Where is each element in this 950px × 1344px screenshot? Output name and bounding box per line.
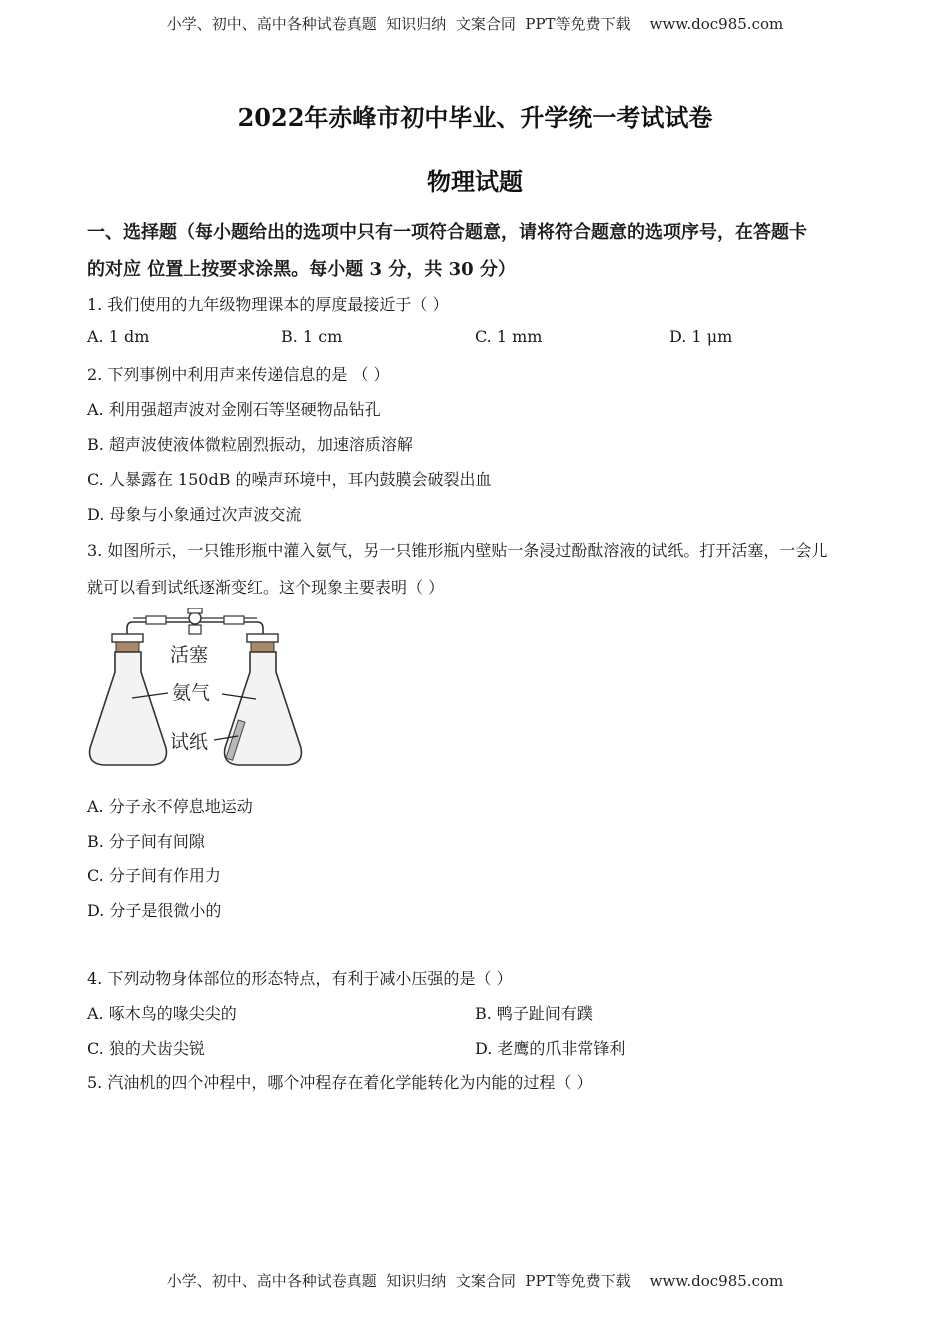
section-heading-line2: 的对应 位置上按要求涂黑。每小题 3 分，共 30 分） [87, 259, 516, 280]
page-header: 小学、初中、高中各种试卷真题 知识归纳 文案合同 PPT等免费下载 www.doc985.com [166, 15, 784, 33]
question-4-option-b: B. 鸭子趾间有蹼 [475, 1004, 593, 1023]
question-3-option-d: D. 分子是很微小的 [87, 901, 222, 920]
question-2-option-d: D. 母象与小象通过次声波交流 [87, 505, 302, 524]
question-4-stem: 4. 下列动物身体部位的形态特点，有利于减小压强的是（ ） [87, 969, 513, 988]
exam-subtitle: 物理试题 [427, 167, 523, 196]
question-2-option-c: C. 人暴露在 150dB 的噪声环境中，耳内鼓膜会破裂出血 [87, 470, 492, 489]
question-4-option-a: A. 啄木鸟的喙尖尖的 [87, 1004, 237, 1023]
label-ammonia: 氨气 [172, 682, 211, 704]
left-flask [90, 634, 167, 765]
question-3-stem-line1: 3. 如图所示，一只锥形瓶中灌入氨气，另一只锥形瓶内壁贴一条浸过酚酞溶液的试纸。打开活塞，一会儿 [87, 541, 828, 560]
valve-icon [188, 608, 202, 634]
exam-title: 2022年赤峰市初中毕业、升学统一考试试卷 [237, 103, 713, 132]
question-1-option-c: C. 1 mm [475, 327, 543, 346]
question-4-option-c: C. 狼的犬齿尖锐 [87, 1039, 205, 1058]
label-valve: 活塞 [170, 644, 209, 666]
question-5-stem: 5. 汽油机的四个冲程中，哪个冲程存在着化学能转化为内能的过程（ ） [87, 1073, 593, 1092]
question-1-stem: 1. 我们使用的九年级物理课本的厚度最接近于（ ） [87, 295, 449, 314]
question-3-option-b: B. 分子间有间隙 [87, 832, 205, 851]
question-3-option-c: C. 分子间有作用力 [87, 866, 221, 885]
question-2-option-a: A. 利用强超声波对金刚石等坚硬物品钻孔 [87, 400, 381, 419]
question-3-stem-line2: 就可以看到试纸逐渐变红。这个现象主要表明（ ） [87, 578, 445, 597]
question-2-option-b: B. 超声波使液体微粒剧烈振动，加速溶质溶解 [87, 435, 413, 454]
question-1-option-d: D. 1 μm [669, 327, 733, 346]
question-2-stem: 2. 下列事例中利用声来传递信息的是 （ ） [87, 365, 390, 384]
page-footer: 小学、初中、高中各种试卷真题 知识归纳 文案合同 PPT等免费下载 www.doc985.com [166, 1272, 784, 1290]
label-test-paper: 试纸 [170, 731, 209, 753]
question-1-option-a: A. 1 dm [87, 327, 150, 346]
question-1-option-b: B. 1 cm [281, 327, 343, 346]
question-3-option-a: A. 分子永不停息地运动 [87, 797, 253, 816]
question-4-option-d: D. 老鹰的爪非常锋利 [475, 1039, 626, 1058]
flask-diagram [86, 608, 308, 772]
section-heading-line1: 一、选择题（每小题给出的选项中只有一项符合题意，请将符合题意的选项序号，在答题卡 [87, 222, 807, 243]
